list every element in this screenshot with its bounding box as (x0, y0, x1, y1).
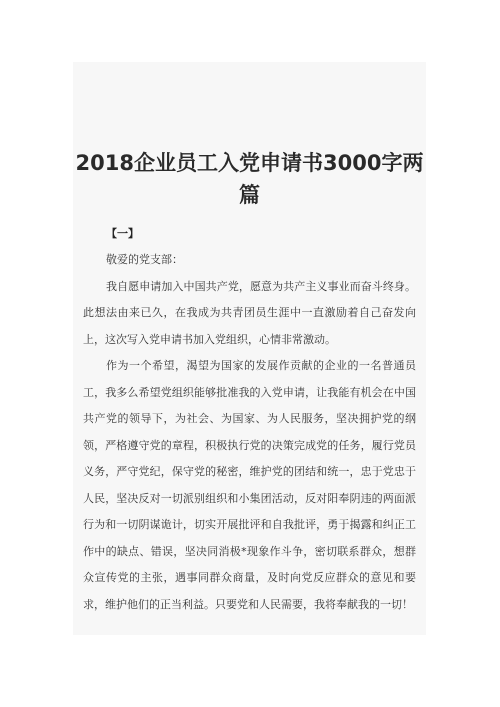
document-title: 2018企业员工入党申请书3000字两篇 (75, 151, 424, 207)
section-heading: 【一】 (106, 227, 139, 240)
document-page (73, 62, 426, 635)
paragraph-1: 我自愿申请加入中国共产党，愿意为共产主义事业而奋斗终身。此想法由来已久，在我成为共青团员生涯中一直激励着自己奋发向上，这次写入党申请书加入党组织，心情非常激动。 (83, 279, 416, 346)
paragraph-2: 作为一个希望，渴望为国家的发展作贡献的企业的一名普通员工，我多么希望党组织能够批准我的入党申请，让我能有机会在中国共产党的领导下，为社会、为国家、为人民服务，坚决拥护党的纲领，严格遵守党的章程，积极执行党的决策完成党的任务，履行党员义务，严守党纪，保守党的秘密，维护党的团结和统一，忠于党忠于人民，坚决反对一切派别组织和小集团活动，反对阳奉阴违的两面派行为和一切阴谋诡计，切实开展批评和自我批评，勇于揭露和纠正工作中的缺点、错误，坚决同消极*现象作斗争，密切联系群众，想群众宣传党的主张，遇事同群众商量，及时向党反应群众的意见和要求，维护他们的正当利益。只要党和人民需要，我将奉献我的一切！ (83, 359, 416, 611)
salutation: 敬爱的党支部： (106, 253, 183, 266)
